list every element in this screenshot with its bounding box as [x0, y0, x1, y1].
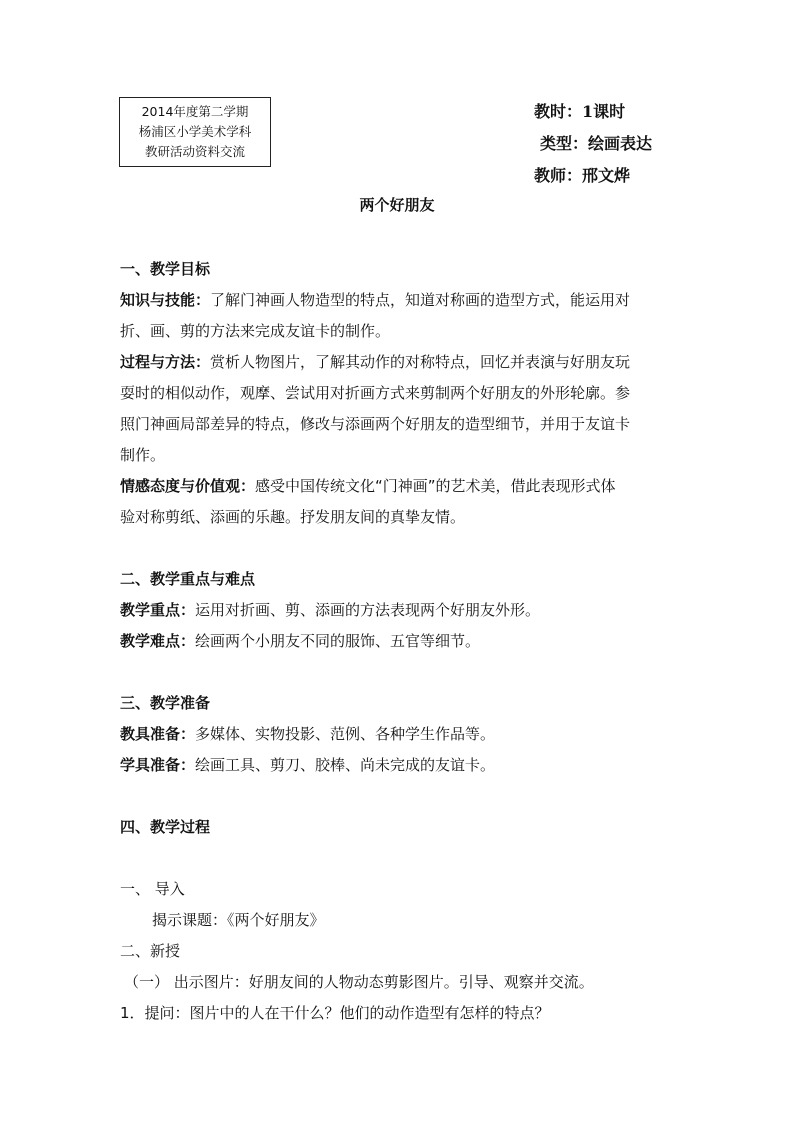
text-student-prep: 绘画工具、剪刀、胶棒、尚未完成的友谊卡。 [195, 756, 496, 774]
step-new-lesson: 二、新授 [120, 942, 181, 960]
text-knowledge-1: 了解门神画人物造型的特点，知道对称画的造型方式，能运用对 [210, 291, 631, 309]
paragraph-process [120, 347, 680, 378]
step-question-1: 1．提问：图片中的人在干什么？他们的动作造型有怎样的特点？ [120, 1004, 550, 1022]
meta-type: 类型：绘画表达 [540, 134, 653, 153]
step-reveal-topic: 揭示课题：《两个好朋友》 [152, 911, 325, 929]
header-line-2: 杨浦区小学美术学科 [138, 124, 252, 139]
meta-hours: 教时：1课时 [534, 102, 626, 121]
text-knowledge-2: 折、画、剪的方法来完成友谊卡的制作。 [120, 322, 391, 340]
text-emotion-1: 感受中国传统文化“门神画”的艺术美，借此表现形式体 [255, 477, 616, 495]
label-process: 过程与方法： [120, 353, 211, 371]
header-box [119, 97, 271, 167]
paragraph-student-prep [120, 750, 680, 781]
meta-teacher: 教师：邢文烨 [534, 166, 631, 185]
section-heading-preparation: 三、教学准备 [120, 694, 211, 712]
label-student-prep: 学具准备： [120, 756, 196, 774]
section-heading-process: 四、教学过程 [120, 818, 211, 836]
document-body [120, 254, 680, 1029]
step-sub-1: （一） 出示图片：好朋友间的人物动态剪影图片。引导、观察并交流。 [124, 973, 594, 991]
text-key: 运用对折画、剪、添画的方法表现两个好朋友外形。 [195, 601, 541, 619]
paragraph-emotion [120, 471, 680, 502]
text-difficulty: 绘画两个小朋友不同的服饰、五官等细节。 [195, 632, 481, 650]
header-line-3: 教研活动资料交流 [144, 144, 245, 159]
label-knowledge: 知识与技能： [120, 291, 211, 309]
text-teacher-prep: 多媒体、实物投影、范例、各种学生作品等。 [195, 725, 496, 743]
paragraph-teacher-prep [120, 719, 680, 750]
paragraph-key [120, 595, 680, 626]
label-emotion: 情感态度与价值观： [120, 477, 256, 495]
text-process-3: 照门神画局部差异的特点，修改与添画两个好朋友的造型细节，并用于友谊卡 [120, 415, 631, 433]
label-key: 教学重点： [120, 601, 196, 619]
page-title: 两个好朋友 [359, 196, 435, 214]
lesson-meta [534, 100, 652, 196]
section-heading-key-points: 二、教学重点与难点 [120, 570, 256, 588]
paragraph-difficulty [120, 626, 680, 657]
text-process-4: 制作。 [120, 446, 166, 464]
step-intro: 一、 导入 [120, 880, 185, 898]
text-process-2: 耍时的相似动作，观摩、尝试用对折画方式来剪制两个好朋友的外形轮廓。参 [120, 384, 631, 402]
header-line-1: 2014年度第二学期 [141, 104, 249, 119]
label-difficulty: 教学难点： [120, 632, 196, 650]
text-emotion-2: 验对称剪纸、添画的乐趣。抒发朋友间的真挚友情。 [120, 508, 466, 526]
paragraph-knowledge [120, 285, 680, 316]
text-process-1: 赏析人物图片，了解其动作的对称特点，回忆并表演与好朋友玩 [210, 353, 631, 371]
label-teacher-prep: 教具准备： [120, 725, 196, 743]
section-heading-objectives: 一、教学目标 [120, 260, 211, 278]
